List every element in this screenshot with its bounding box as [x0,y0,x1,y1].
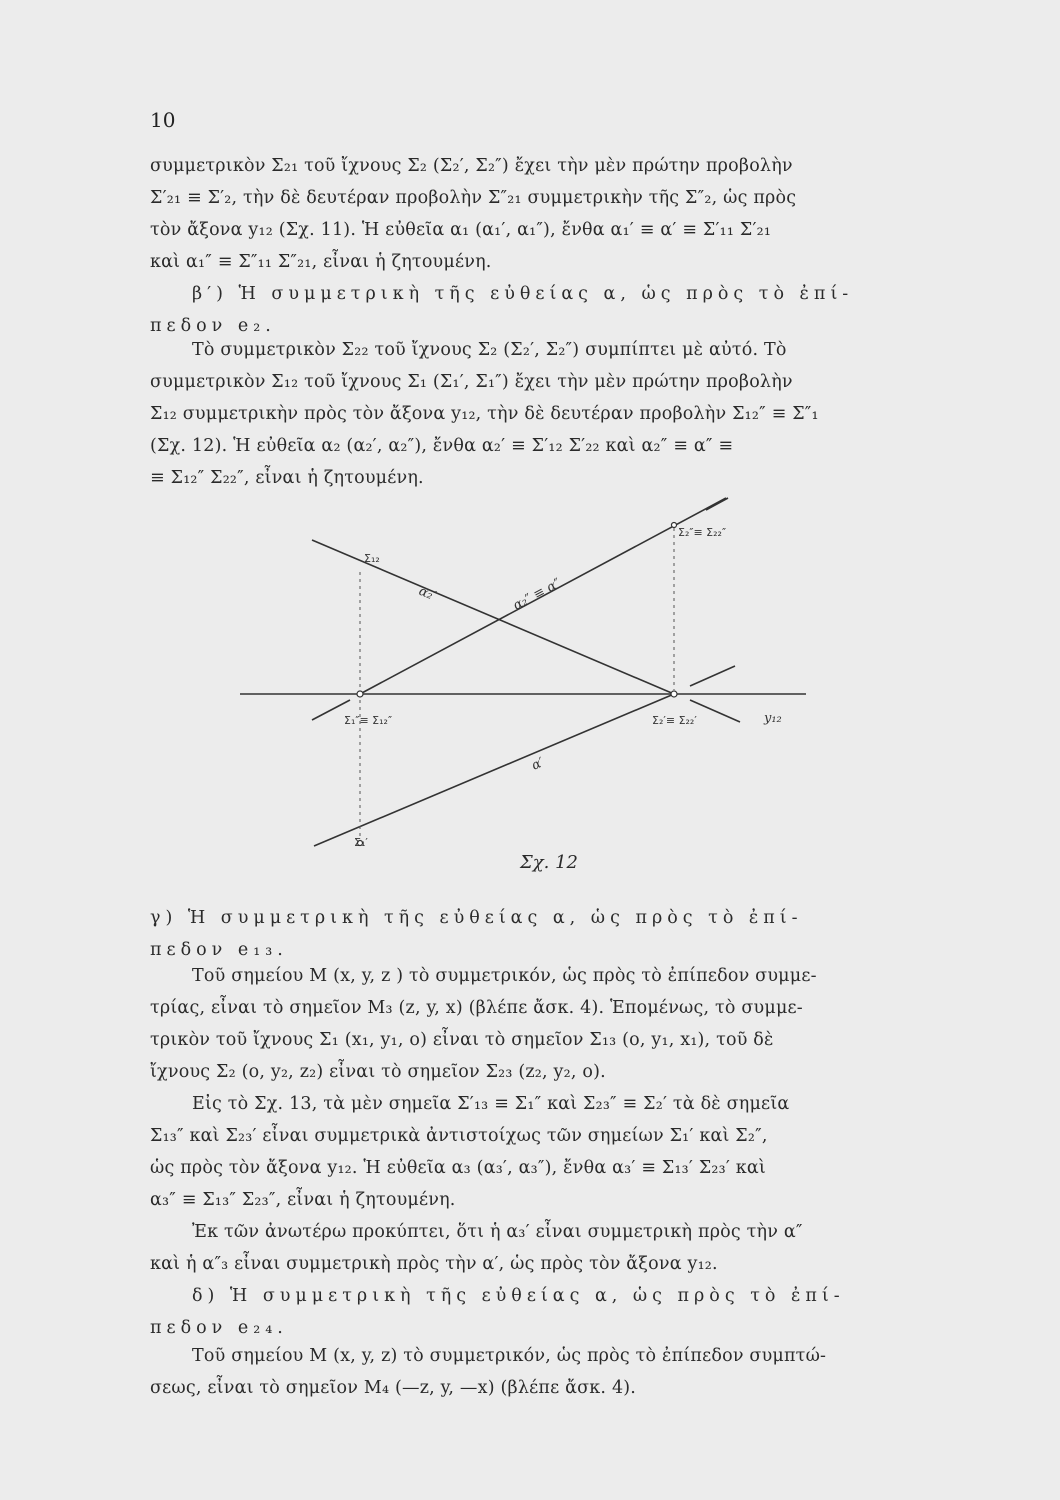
paragraph-5 [150,1216,906,1280]
text-line: ἴχνους Σ₂ (o, y₂, z₂) εἶναι τὸ σημεῖον Σ₂₃ (z₂, y₂, o). [150,1062,606,1082]
label-a2-double-prime: α₂″ ≡ α″ [510,576,564,614]
paragraph-4 [150,1088,906,1216]
heading-line: πεδον e₂₄. [150,1318,288,1338]
label-s1-axis: Σ₁″≡ Σ₁₂″ [344,714,393,727]
text-line: (Σχ. 12). Ἡ εὐθεῖα α₂ (α₂′, α₂″), ἔνθα α₂′ ≡ Σ′₁₂ Σ′₂₂ καὶ α₂″ ≡ α″ ≡ [150,436,734,456]
label-s2-top: Σ₂″≡ Σ₂₂″ [678,526,727,539]
page-number: 10 [150,108,176,132]
point-s1 [357,691,363,697]
paragraph-6 [150,1340,906,1404]
text-line: συμμετρικὸν Σ₂₁ τοῦ ἴχνους Σ₂ (Σ₂′, Σ₂″) ἔχει τὴν μὲν πρώτην προβολὴν [150,156,793,176]
text-line: συμμετρικὸν Σ₁₂ τοῦ ἴχνους Σ₁ (Σ₁′, Σ₁″) ἔχει τὴν μὲν πρώτην προβολὴν [150,372,793,392]
label-s1-bottom: Σ₁′ [354,836,368,849]
label-a2-prime: α₂′ [416,583,438,605]
text-line: καὶ α₁″ ≡ Σ″₁₁ Σ″₂₁, εἶναι ἡ ζητουμένη. [150,252,492,272]
text-line: Τὸ συμμετρικὸν Σ₂₂ τοῦ ἴχνους Σ₂ (Σ₂′, Σ₂″) συμπίπτει μὲ αὐτό. Τὸ [192,340,787,360]
top-right-tick [706,498,728,510]
figure-caption: Σχ. 12 [520,852,578,873]
text-line: Σ₁₃″ καὶ Σ₂₃′ εἶναι συμμετρικὰ ἀντιστοίχως τῶν σημείων Σ₁′ καὶ Σ₂″, [150,1126,768,1146]
text-line: ≡ Σ₁₂″ Σ₂₂″, εἶναι ἡ ζητουμένη. [150,468,424,488]
text-line: Σ′₂₁ ≡ Σ′₂, τὴν δὲ δευτέραν προβολὴν Σ″₂₁ συμμετρικὴν τῆς Σ″₂, ὡς πρὸς [150,188,797,208]
paragraph-3 [150,960,906,1088]
label-a-prime: α′ [529,755,547,774]
text-line: τρίας, εἶναι τὸ σημεῖον Μ₃ (z, y, x) (βλέπε ἄσκ. 4). Ἑπομένως, τὸ συμμε- [150,998,803,1018]
text-line: Ἐκ τῶν ἀνωτέρω προκύπτει, ὅτι ἡ α₃′ εἶναι συμμετρικὴ πρὸς τὴν α″ [192,1222,803,1242]
text-line: τὸν ἄξονα y₁₂ (Σχ. 11). Ἡ εὐθεῖα α₁ (α₁′, α₁″), ἔνθα α₁′ ≡ α′ ≡ Σ′₁₁ Σ′₂₁ [150,220,772,240]
point-s2 [671,691,677,697]
text-line: α₃″ ≡ Σ₁₃″ Σ₂₃″, εἶναι ἡ ζητουμένη. [150,1190,456,1210]
a2-prime-extension [690,700,740,722]
text-line: ὡς πρὸς τὸν ἄξονα y₁₂. Ἡ εὐθεῖα α₃ (α₃′, α₃″), ἔνθα α₃′ ≡ Σ₁₃′ Σ₂₃′ καὶ [150,1158,766,1178]
label-y12: y₁₂ [764,711,782,726]
heading-line: πεδον e₁₃. [150,940,288,960]
label-s12: Σ₁₂ [364,552,380,565]
text-line: Εἰς τὸ Σχ. 13, τὰ μὲν σημεῖα Σ′₁₃ ≡ Σ₁″ καὶ Σ₂₃″ ≡ Σ₂′ τὰ δὲ σημεῖα [192,1094,790,1114]
heading-line: πεδον e₂. [150,316,276,336]
text-line: τρικὸν τοῦ ἴχνους Σ₁ (x₁, y₁, o) εἶναι τὸ σημεῖον Σ₁₃ (o, y₁, x₁), τοῦ δὲ [150,1030,774,1050]
text-line: Σ₁₂ συμμετρικὴν πρὸς τὸν ἄξονα y₁₂, τὴν δὲ δευτέραν προβολὴν Σ₁₂″ ≡ Σ″₁ [150,404,819,424]
a-prime-extension [690,666,735,686]
section-heading-d [150,1280,906,1344]
heading-line: γ) Ἡ συμμετρικὴ τῆς εὐθείας α, ὡς πρὸς τὸ ἐπί- [150,908,803,928]
text-line: καὶ ἡ α″₃ εἶναι συμμετρικὴ πρὸς τὴν α′, ὡς πρὸς τὸν ἄξονα y₁₂. [150,1254,718,1274]
section-heading-c [150,902,906,966]
text-line: σεως, εἶναι τὸ σημεῖον Μ₄ (—z, y, —x) (βλέπε ἄσκ. 4). [150,1378,637,1398]
heading-line: δ) Ἡ συμμετρικὴ τῆς εὐθείας α, ὡς πρὸς τὸ ἐπί- [192,1286,845,1306]
label-s2-axis: Σ₂′≡ Σ₂₂′ [652,714,697,727]
point-s2-top [672,523,677,528]
heading-line: β′) Ἡ συμμετρικὴ τῆς εὐθείας α, ὡς πρὸς τὸ ἐπί- [192,284,854,304]
text-line: Τοῦ σημείου Μ (x, y, z ) τὸ συμμετρικόν, ὡς πρὸς τὸ ἐπίπεδον συμμε- [192,966,817,986]
text-line: Τοῦ σημείου Μ (x, y, z) τὸ συμμετρικόν, ὡς πρὸς τὸ ἐπίπεδον συμπτώ- [192,1346,827,1366]
